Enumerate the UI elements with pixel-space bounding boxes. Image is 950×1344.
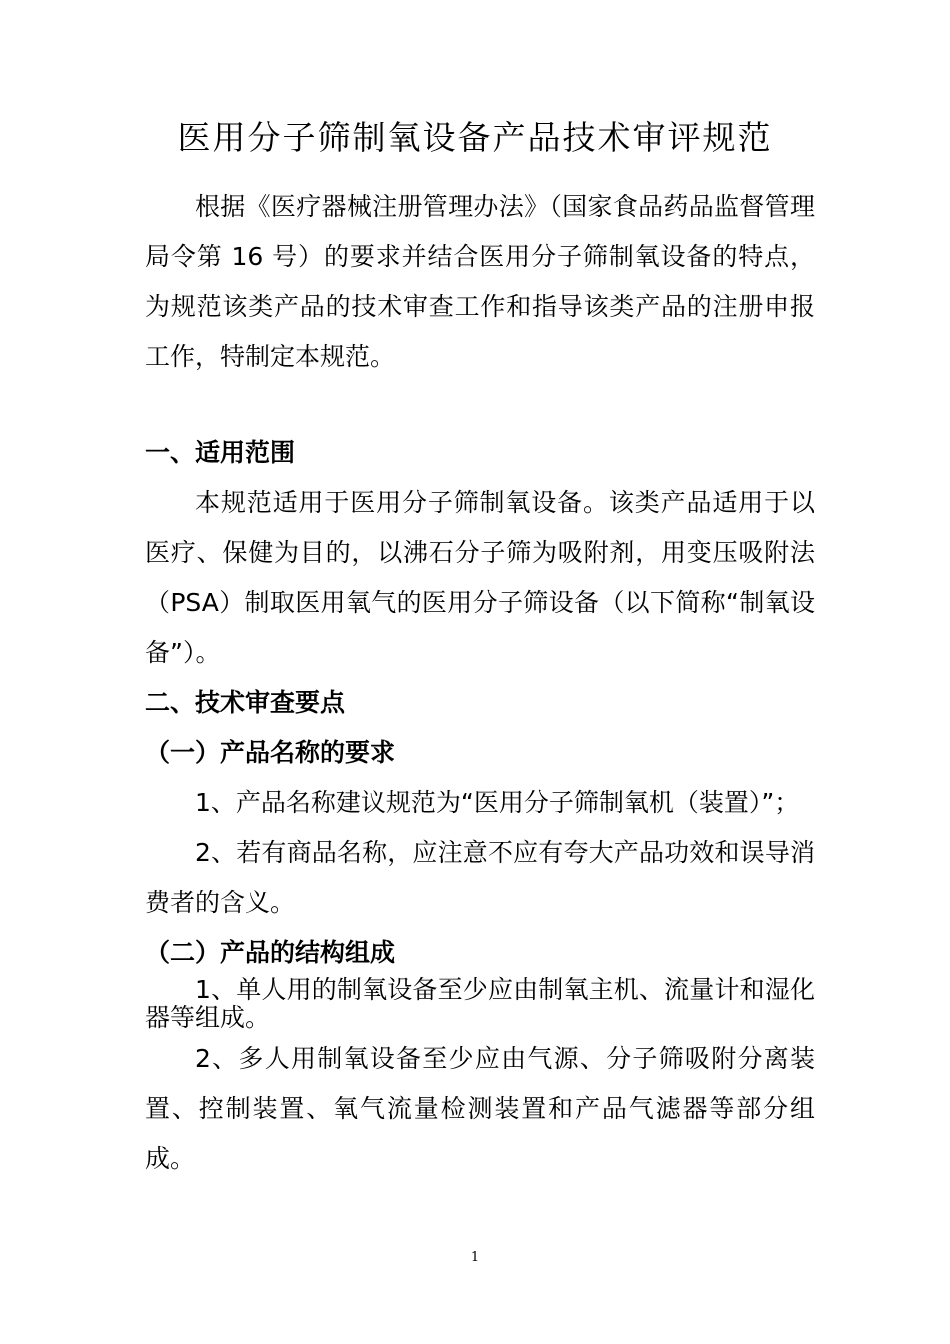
subsection-1-item-1: 1、产品名称建议规范为“医用分子筛制氧机（装置）”； — [195, 788, 800, 817]
section-1 — [145, 428, 815, 928]
intro-block — [145, 182, 815, 382]
section-1-paragraph: 本规范适用于医用分子筛制氧设备。该类产品适用于以医疗、保健为目的，以沸石分子筛为吸附剂，用变压吸附法（PSA）制取医用氧气的医用分子筛设备（以下简称“制氧设备”）。 — [145, 488, 815, 667]
page-number: 1 — [470, 1250, 480, 1265]
subsection-1-item-2: 2、若有商品名称，应注意不应有夸大产品功效和误导消费者的含义。 — [145, 838, 815, 917]
document-title: 医用分子筛制氧设备产品技术审评规范 — [177, 118, 773, 157]
subsection-1-heading: （一）产品名称的要求 — [145, 738, 396, 767]
subsection-2-item-1: 1、单人用的制氧设备至少应由制氧主机、流量计和湿化器等组成。 — [145, 975, 815, 1032]
subsection-2-heading: （二）产品的结构组成 — [145, 938, 396, 967]
subsection-2-item-2: 2、多人用制氧设备至少应由气源、分子筛吸附分离装置、控制装置、氧气流量检测装置和产品气滤器等部分组成。 — [145, 1044, 815, 1173]
subsection-2 — [145, 928, 815, 978]
section-2-heading: 二、技术审查要点 — [145, 688, 346, 717]
section-1-heading: 一、适用范围 — [145, 438, 296, 467]
intro-paragraph: 根据《医疗器械注册管理办法》（国家食品药品监督管理局令第 16 号）的要求并结合医用分子筛制氧设备的特点，为规范该类产品的技术审查工作和指导该类产品的注册申报工作，特制定本规范。 — [145, 192, 815, 371]
subsection-2-item-2-block — [145, 1034, 815, 1184]
subsection-2-item-1-block — [145, 976, 815, 1032]
